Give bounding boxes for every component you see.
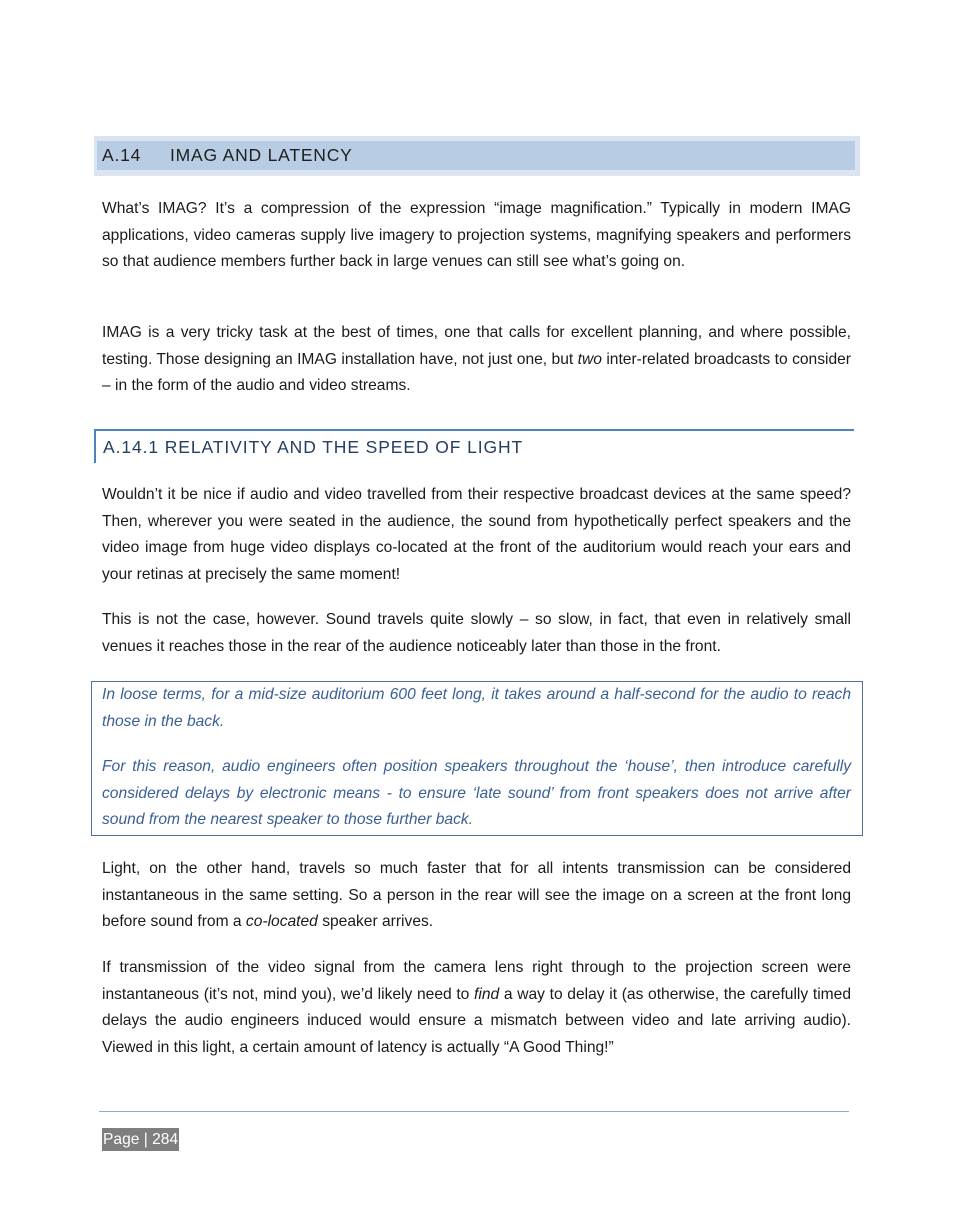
- footer-divider: [99, 1111, 849, 1112]
- body-paragraph-1: Wouldn’t it be nice if audio and video travelled from their respective broadcast devices at the same speed? Then, wherever you were seated in the audience, the sound from hypothetically perfect speakers and the video image from huge video displays co-located at the front of the auditorium would reach your ears and your retinas at precisely the same moment!: [102, 486, 851, 583]
- section-heading: [102, 143, 353, 167]
- intro-p2-text-b: inter-related broadcasts to consider – in the form of the audio and video streams.: [102, 350, 852, 395]
- body-paragraph-4: [102, 955, 851, 1061]
- subsection-heading: A.14.1 RELATIVITY AND THE SPEED OF LIGHT: [103, 437, 524, 457]
- body-p3-text-a: Light, on the other hand, travels so much faster that for all intents transmission can be considered instantaneous in the same setting. So a person in the rear will see the image on a screen at the front long before sound from a: [102, 860, 851, 931]
- body-paragraph-2: This is not the case, however. Sound travels quite slowly – so slow, in fact, that even in relatively small venues it reaches those in the rear of the audience noticeably later than those in the front.: [102, 611, 851, 655]
- body-p3-text-b: speaker arrives.: [317, 913, 434, 931]
- intro-p2-emphasis: two: [577, 350, 602, 368]
- body-paragraph-3: [102, 856, 851, 936]
- body-p4-text-b: a way to delay it (as otherwise, the carefully timed delays the audio engineers induced would ensure a mismatch between video and late arriving audio). Viewed in this light, a certain amount of latency is actually “A Good Thing!”: [102, 985, 851, 1056]
- page-number-label: Page | 284: [102, 1128, 179, 1151]
- body-p4-emphasis: find: [474, 985, 500, 1003]
- intro-paragraph-1: What’s IMAG? It’s a compression of the expression “image magnification.” Typically in modern IMAG applications, video cameras supply live imagery to projection systems, magnifying speakers and performers so that audience members further back in large venues can still see what’s going on.: [102, 200, 851, 271]
- body-p3-emphasis: co-located: [245, 913, 318, 931]
- callout-paragraph-2: For this reason, audio engineers often position speakers throughout the ‘house’, then introduce carefully considered delays by electronic means - to ensure ‘late sound’ from front speakers does not arrive after sound from the nearest speaker to those further back.: [102, 758, 851, 829]
- section-title: IMAG AND LATENCY: [170, 145, 353, 165]
- section-number: A.14: [102, 145, 142, 165]
- callout-paragraph-1: In loose terms, for a mid-size auditorium 600 feet long, it takes around a half-second for the audio to reach those in the back.: [102, 686, 851, 730]
- body-p4-text-a: If transmission of the video signal from the camera lens right through to the projection screen were instantaneous (it’s not, mind you), we’d likely need to: [102, 959, 851, 1003]
- intro-paragraph-2: [102, 320, 851, 400]
- intro-p2-text-a: IMAG is a very tricky task at the best of times, one that calls for excellent planning, and where possible, testing. Those designing an IMAG installation have, not just one, but: [102, 324, 851, 368]
